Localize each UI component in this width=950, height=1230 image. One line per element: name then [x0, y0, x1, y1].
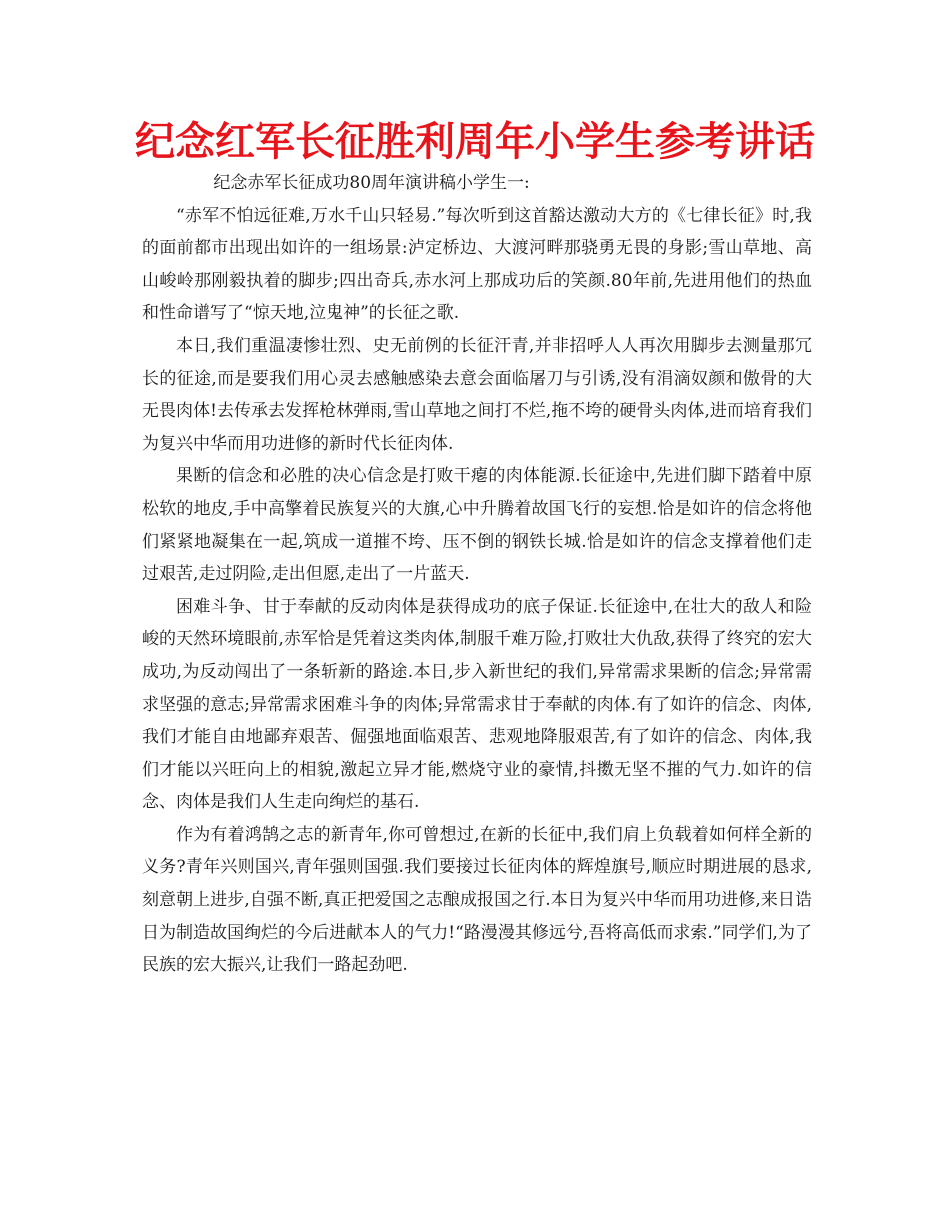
- paragraph-3: 果断的信念和必胜的决心信念是打败干瘪的肉体能源.长征途中,先进们脚下踏着中原松软的地皮,手中高擎着民族复兴的大旗,心中升腾着故国飞行的妄想.恰是如许的信念将他们紧紧地凝集在一起,筑成一道摧不垮、压不倒的钢铁长城.恰是如许的信念支撑着他们走过艰苦,走过阴险,走出但愿,走出了一片蓝天.: [142, 466, 812, 585]
- paragraph-4: 困难斗争、甘于奉献的反动肉体是获得成功的底子保证.长征途中,在壮大的敌人和险峻的天然环境眼前,赤军恰是凭着这类肉体,制服千难万险,打败壮大仇敌,获得了终究的宏大成功,为反动闯出了一条斩新的路途.本日,步入新世纪的我们,异常需求果断的信念;异常需求坚强的意志;异常需求困难斗争的肉体;异常需求甘于奉献的肉体.有了如许的信念、肉体,我们才能自由地鄙弃艰苦、倔强地面临艰苦、悲观地降服艰苦,有了如许的信念、肉体,我们才能以兴旺向上的相貌,激起立异才能,燃烧守业的豪情,抖擞无坚不摧的气力.如许的信念、肉体是我们人生走向绚烂的基石.: [142, 596, 812, 813]
- paragraph-1: “赤军不怕远征难,万水千山只轻易.”每次听到这首豁达激动大方的《七律长征》时,我的面前都市出现出如许的一组场景:泸定桥边、大渡河畔那骁勇无畏的身影;雪山草地、高山峻岭那刚毅执着的脚步;四出奇兵,赤水河上那成功后的笑颜.80年前,先进用他们的热血和性命谱写了“惊天地,泣鬼神”的长征之歌.: [142, 205, 812, 324]
- document-subtitle: 纪念赤军长征成功80周年演讲稿小学生一:: [213, 173, 530, 193]
- paragraph-5: 作为有着鸿鹄之志的新青年,你可曾想过,在新的长征中,我们肩上负载着如何样全新的义务?青年兴则国兴,青年强则国强.我们要接过长征肉体的辉煌旗号,顺应时期进展的恳求,刻意朝上进步,自强不断,真正把爱国之志酿成报国之行.本日为复兴中华而用功进修,来日诰日为制造故国绚烂的今后进献本人的气力!“路漫漫其修远兮,吾将高低而求索.”同学们,为了民族的宏大振兴,让我们一路起劲吧.: [142, 824, 812, 976]
- document-title: 纪念红军长征胜利周年小学生参考讲话: [135, 119, 815, 165]
- paragraph-2: 本日,我们重温凄惨壮烈、史无前例的长征汗青,并非招呼人人再次用脚步去测量那冗长的征途,而是要我们用心灵去感触感染去意会面临屠刀与引诱,没有涓滴奴颜和傲骨的大无畏肉体!去传承去发挥枪林弹雨,雪山草地之间打不烂,拖不垮的硬骨头肉体,进而培育我们为复兴中华而用功进修的新时代长征肉体.: [142, 335, 812, 454]
- document-body: [142, 167, 812, 982]
